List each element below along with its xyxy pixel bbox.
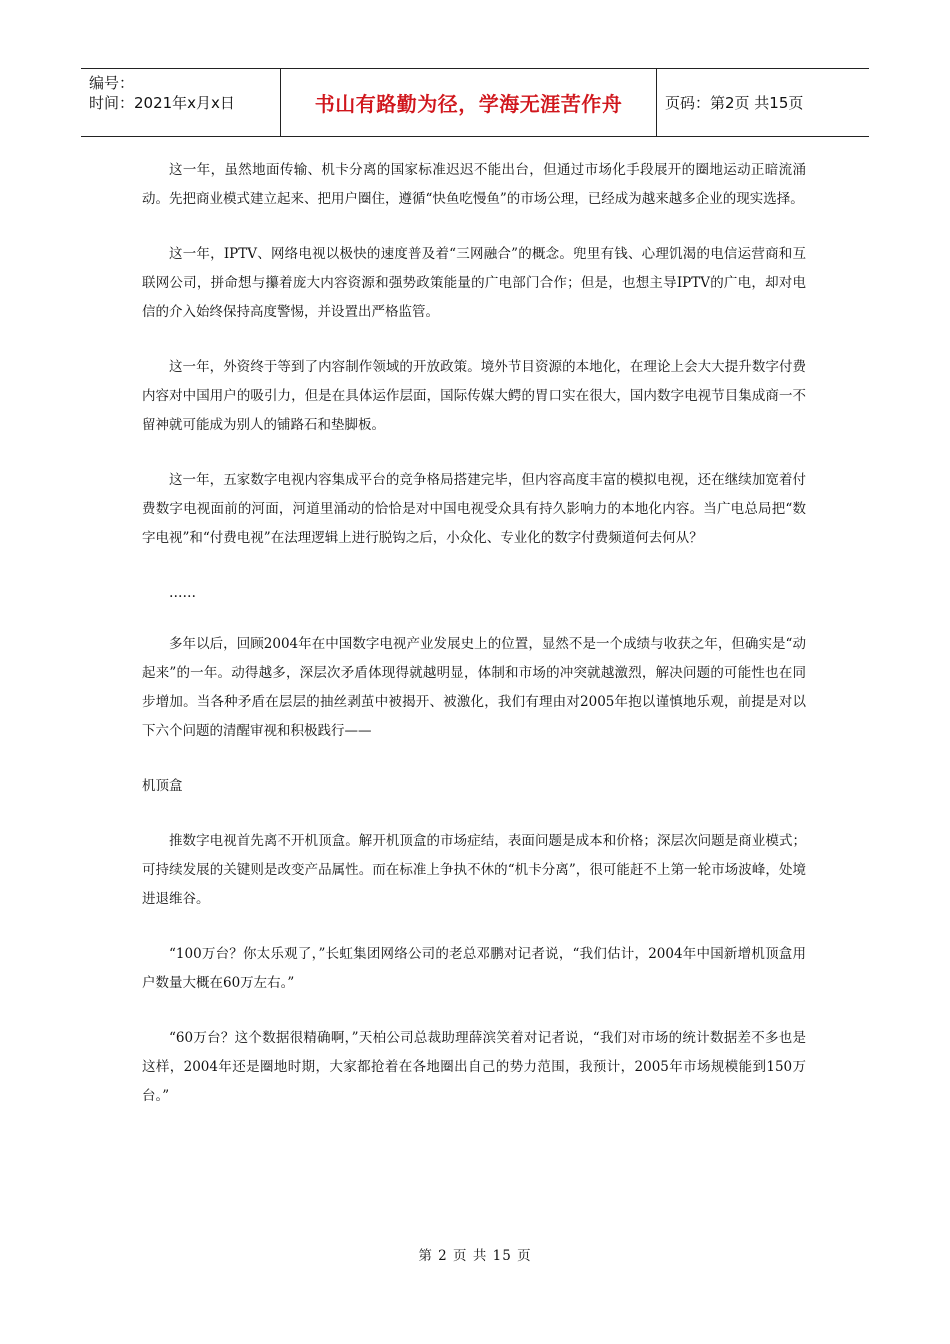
- header-meta: [81, 69, 281, 136]
- document-time-label: 时间：2021年x月x日: [89, 94, 235, 112]
- document-body: [142, 156, 806, 1137]
- section-heading: 机顶盒: [142, 778, 183, 794]
- header-motto: 书山有路勤为径，学海无涯苦作舟: [281, 69, 657, 136]
- page-footer: 第 2 页 共 15 页: [418, 1248, 532, 1264]
- document-number-label: 编号：: [89, 74, 135, 92]
- page-header: [81, 68, 869, 137]
- paragraph-3: 这一年，外资终于等到了内容制作领域的开放政策。境外节目资源的本地化，在理论上会大大提升数字付费内容对中国用户的吸引力，但是在具体运作层面，国际传媒大鳄的胃口实在很大，国内数字电视节目集成商一不留神就可能成为别人的铺路石和垫脚板。: [142, 359, 806, 433]
- paragraph-4: 这一年，五家数字电视内容集成平台的竞争格局搭建完毕，但内容高度丰富的模拟电视，还在继续加宽着付费数字电视面前的河面，河道里涌动的恰恰是对中国电视受众具有持久影响力的本地化内容。当广电总局把“数字电视”和“付费电视”在法理逻辑上进行脱钩之后，小众化、专业化的数字付费频道何去何从？: [142, 472, 806, 546]
- ellipsis-line: ……: [169, 585, 196, 601]
- paragraph-6: 推数字电视首先离不开机顶盒。解开机顶盒的市场症结，表面问题是成本和价格；深层次问题是商业模式；可持续发展的关键则是改变产品属性。而在标准上争执不休的“机卡分离”，很可能赶不上第一轮市场波峰，处境进退维谷。: [142, 833, 806, 907]
- header-page-info: 页码：第2页 共15页: [665, 94, 804, 112]
- paragraph-5: 多年以后，回顾2004年在中国数字电视产业发展史上的位置，显然不是一个成绩与收获之年，但确实是“动起来”的一年。动得越多，深层次矛盾体现得就越明显，体制和市场的冲突就越激烈，解决问题的可能性也在同步增加。当各种矛盾在层层的抽丝剥茧中被揭开、被激化，我们有理由对2005年抱以谨慎地乐观，前提是对以下六个问题的清醒审视和积极践行——: [142, 636, 806, 739]
- paragraph-8: “60万台？这个数据很精确啊，”天柏公司总裁助理薛滨笑着对记者说，“我们对市场的统计数据差不多也是这样，2004年还是圈地时期，大家都抢着在各地圈出自己的势力范围，我预计，2005年市场规模能到150万台。”: [142, 1030, 806, 1104]
- paragraph-1: 这一年，虽然地面传输、机卡分离的国家标准迟迟不能出台，但通过市场化手段展开的圈地运动正暗流涌动。先把商业模式建立起来、把用户圈住，遵循“快鱼吃慢鱼”的市场公理，已经成为越来越多企业的现实选择。: [142, 162, 806, 207]
- paragraph-7: “100万台？你太乐观了，”长虹集团网络公司的老总邓鹏对记者说，“我们估计，2004年中国新增机顶盒用户数量大概在60万左右。”: [142, 946, 806, 991]
- paragraph-2: 这一年，IPTV、网络电视以极快的速度普及着“三网融合”的概念。兜里有钱、心理饥渴的电信运营商和互联网公司，拼命想与攥着庞大内容资源和强势政策能量的广电部门合作；但是，也想主导IPTV的广电，却对电信的介入始终保持高度警惕，并设置出严格监管。: [142, 246, 806, 320]
